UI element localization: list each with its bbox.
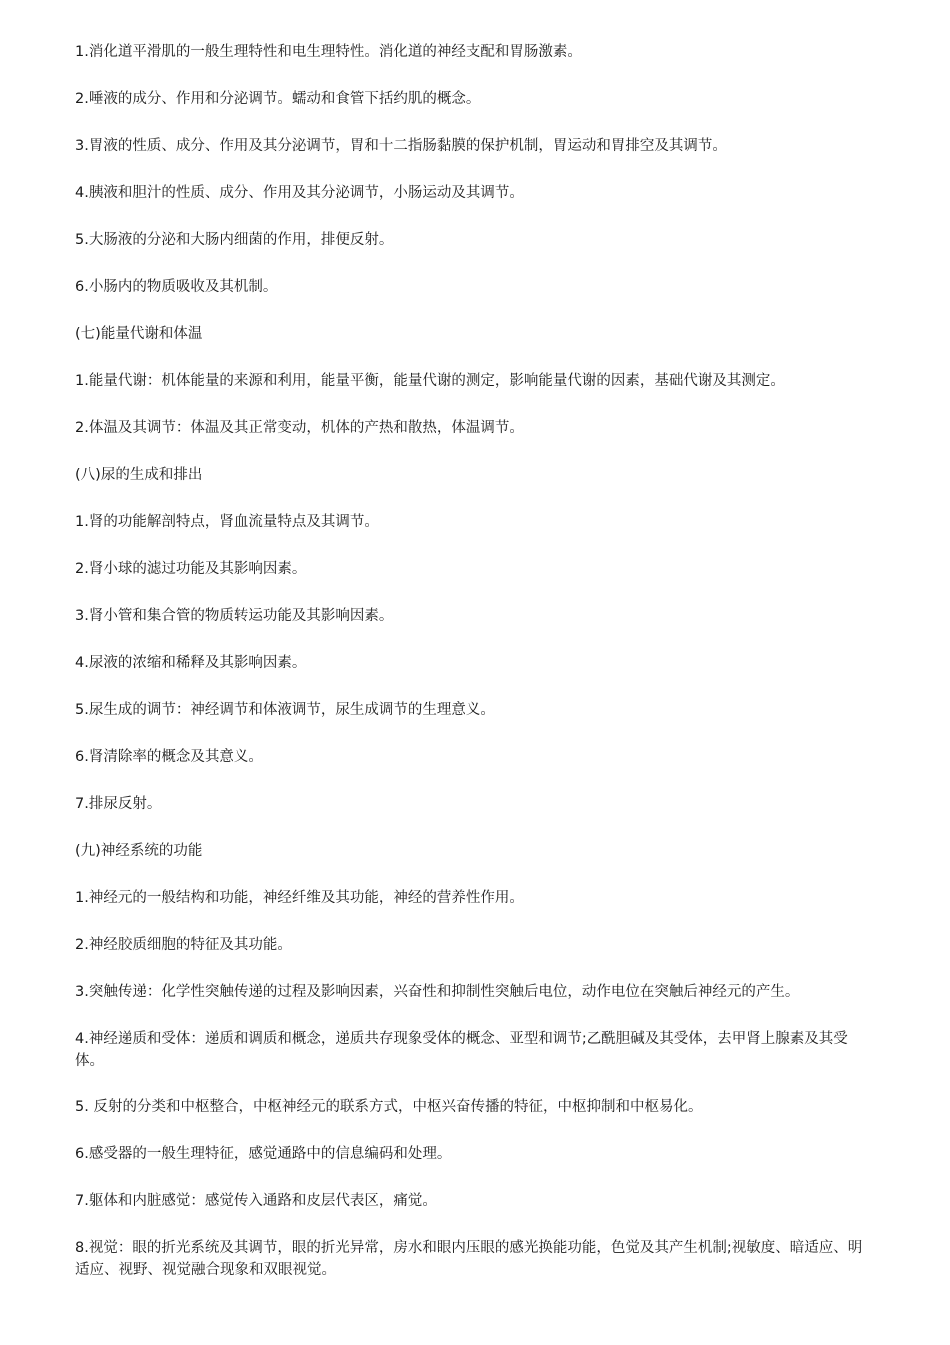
- paragraph: 5.尿生成的调节：神经调节和体液调节，尿生成调节的生理意义。: [75, 702, 495, 718]
- paragraph: 7.躯体和内脏感觉：感觉传入通路和皮层代表区，痛觉。: [75, 1193, 437, 1209]
- paragraph: 2.肾小球的滤过功能及其影响因素。: [75, 561, 307, 577]
- paragraph: 3.肾小管和集合管的物质转运功能及其影响因素。: [75, 608, 394, 624]
- paragraph: 8.视觉：眼的折光系统及其调节，眼的折光异常，房水和眼内压眼的感光换能功能，色觉及其产生机制;视敏度、暗适应、明适应、视野、视觉融合现象和双眼视觉。: [75, 1240, 863, 1278]
- paragraph: 1.肾的功能解剖特点，肾血流量特点及其调节。: [75, 514, 379, 530]
- paragraph: 5. 反射的分类和中枢整合，中枢神经元的联系方式，中枢兴奋传播的特征，中枢抑制和中枢易化。: [75, 1099, 703, 1115]
- paragraph: 5.大肠液的分泌和大肠内细菌的作用，排便反射。: [75, 232, 394, 248]
- paragraph: 4.胰液和胆汁的性质、成分、作用及其分泌调节，小肠运动及其调节。: [75, 185, 524, 201]
- paragraph: 6.肾清除率的概念及其意义。: [75, 749, 263, 765]
- paragraph: 4.神经递质和受体：递质和调质和概念，递质共存现象受体的概念、亚型和调节;乙酰胆碱及其受体，去甲肾上腺素及其受体。: [75, 1031, 848, 1069]
- paragraph: 4.尿液的浓缩和稀释及其影响因素。: [75, 655, 307, 671]
- paragraph: 6.感受器的一般生理特征，感觉通路中的信息编码和处理。: [75, 1146, 452, 1162]
- section-heading: (八)尿的生成和排出: [75, 467, 203, 483]
- paragraph: 1.能量代谢：机体能量的来源和利用，能量平衡，能量代谢的测定，影响能量代谢的因素，基础代谢及其测定。: [75, 373, 785, 389]
- paragraph: 1.消化道平滑肌的一般生理特性和电生理特性。消化道的神经支配和胃肠激素。: [75, 44, 582, 60]
- paragraph: 2.神经胶质细胞的特征及其功能。: [75, 937, 292, 953]
- paragraph: 2.体温及其调节：体温及其正常变动，机体的产热和散热，体温调节。: [75, 420, 524, 436]
- paragraph: 1.神经元的一般结构和功能，神经纤维及其功能，神经的营养性作用。: [75, 890, 524, 906]
- paragraph: 7.排尿反射。: [75, 796, 162, 812]
- section-heading: (七)能量代谢和体温: [75, 326, 203, 342]
- paragraph: 3.突触传递：化学性突触传递的过程及影响因素，兴奋性和抑制性突触后电位，动作电位在突触后神经元的产生。: [75, 984, 800, 1000]
- paragraph: 2.唾液的成分、作用和分泌调节。蠕动和食管下括约肌的概念。: [75, 91, 481, 107]
- section-heading: (九)神经系统的功能: [75, 843, 203, 859]
- paragraph: 3.胃液的性质、成分、作用及其分泌调节，胃和十二指肠黏膜的保护机制，胃运动和胃排空及其调节。: [75, 138, 727, 154]
- paragraph: 6.小肠内的物质吸收及其机制。: [75, 279, 278, 295]
